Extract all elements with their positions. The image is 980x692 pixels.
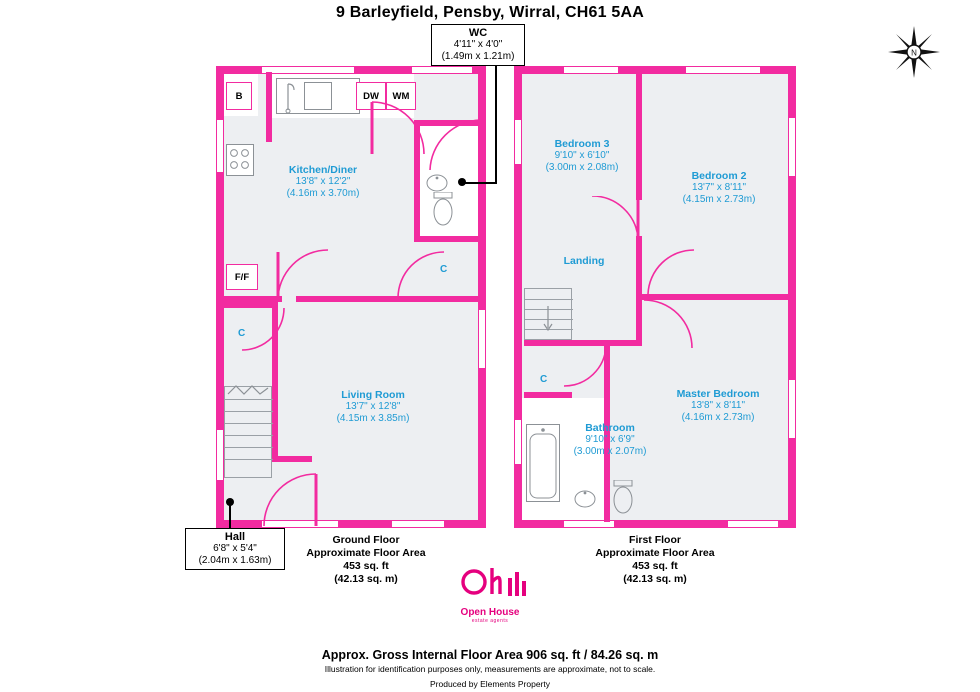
stairs-down-arrow-icon [540,306,556,334]
door-bathroom [560,344,608,388]
appliance-dishwasher-label: DW [363,90,379,102]
living-room-label [282,389,464,425]
ground-floor-name: Ground Floor [332,534,400,546]
master-bedroom-name: Master Bedroom [676,388,760,400]
window-gap-f-top-1 [564,67,618,73]
window-gap-f-left-2 [515,420,521,464]
ground-staircase [224,386,272,478]
svg-text:N: N [911,48,917,58]
ground-floor-footer [256,534,476,586]
window-gap-f-left-1 [515,120,521,164]
door-kitchen [276,248,332,302]
wc-metric: (1.49m x 1.21m) [441,51,515,62]
ground-floor-area-sqm: (42.13 sq. m) [334,573,398,585]
window-gap-left-2 [217,430,223,480]
first-floor-area-sqm: (42.13 sq. m) [623,573,687,585]
bathroom-toilet-icon [610,480,636,522]
first-floor-cupboard-label: C [540,374,548,385]
bedroom2-label [656,170,782,206]
master-bedroom-imperial: 13'8" x 8'11" [690,400,746,411]
window-gap-f-right-2 [789,380,795,438]
living-room-imperial: 13'7" x 12'8" [345,401,401,412]
wc-callout-line-v [495,58,497,184]
kitchen-diner-label [230,164,416,200]
bathroom-basin-icon [572,488,598,510]
bedroom3-metric: (3.00m x 2.08m) [545,162,619,173]
wc-name: WC [468,27,488,39]
wc-toilet-icon [430,192,456,234]
window-gap-bottom-2 [392,521,444,527]
wall-bed3-right [636,72,642,200]
bedroom2-name: Bedroom 2 [691,170,747,182]
bathroom-name: Bathroom [585,422,635,434]
wc-callout-line-h [462,182,497,184]
bathroom-metric: (3.00m x 2.07m) [573,446,647,457]
window-gap-top-1 [262,67,354,73]
window-gap-top-2 [412,67,472,73]
master-bedroom-metric: (4.16m x 2.73m) [681,412,755,423]
wc-imperial: 4'11" x 4'0" [453,39,503,50]
kitchen-sink [304,82,332,110]
window-gap-right-1 [479,310,485,368]
gross-area-text: Approx. Gross Internal Floor Area 906 sq. ft / 84.26 sq. m [321,648,659,662]
first-floor-area-sqft: 453 sq. ft [632,560,678,572]
wc-basin-icon [424,172,450,194]
kitchen-tap-icon [282,80,304,114]
door-wc [370,100,430,160]
door-bedroom3 [588,196,640,240]
hall-name: Hall [224,531,246,543]
bedroom2-imperial: 13'7" x 8'11" [691,182,747,193]
window-gap-f-top-2 [686,67,760,73]
landing-name: Landing [563,255,605,267]
bathroom-label [548,422,672,458]
door-master-bedroom [642,298,698,350]
bedroom3-name: Bedroom 3 [554,138,610,150]
appliance-fridge-freezer [226,264,258,290]
bedroom3-imperial: 9'10" x 6'10" [554,150,610,161]
bedroom2-metric: (4.15m x 2.73m) [682,194,756,205]
first-floor-plan [500,0,980,600]
door-front-entry [258,470,322,528]
window-gap-f-bottom-2 [728,521,778,527]
bathroom-imperial: 9'10" x 6'9" [585,434,635,445]
first-floor-name: First Floor [629,534,681,546]
first-floor-area-line: Approximate Floor Area [595,547,715,559]
open-house-brand: Open House [460,607,520,618]
kitchen-diner-imperial: 13'8" x 12'2" [295,176,351,187]
wall-wc-bottom [414,236,480,242]
door-bedroom2 [646,248,698,296]
master-bedroom-label [652,388,784,424]
open-house-sub: estate agents [471,618,509,624]
kitchen-diner-metric: (4.16m x 3.70m) [286,188,360,199]
disclaimer-text: Illustration for identification purposes only, measurements are approximate, not to scale. [324,664,656,674]
first-floor-footer [545,534,765,586]
living-room-name: Living Room [341,389,405,401]
open-house-logo-mark [448,566,532,600]
door-hall-cupboard [396,250,448,300]
ground-floor-area-line: Approximate Floor Area [306,547,426,559]
wall-ground-bottom [216,520,486,528]
landing-label [530,255,638,267]
footer-block [0,648,980,689]
wall-hall-bottom-stub [272,456,312,462]
cupboard-label-hall: C [440,264,448,275]
living-room-metric: (4.15m x 3.85m) [336,413,410,424]
appliance-boiler [226,82,252,110]
kitchen-diner-name: Kitchen/Diner [288,164,358,176]
bedroom3-label [526,138,638,174]
stairs-direction-icon [226,382,272,398]
hall-imperial: 6'8" x 5'4" [213,543,257,554]
door-wc-entry [424,118,482,174]
page-title: 9 Barleyfield, Pensby, Wirral, CH61 5AA [336,4,644,21]
hall-metric: (2.04m x 1.63m) [198,555,272,566]
appliance-boiler-label: B [235,90,243,102]
window-gap-left-1 [217,120,223,172]
window-gap-f-right-1 [789,118,795,176]
open-house-logo [448,566,532,624]
ground-floor-area-sqft: 453 sq. ft [343,560,389,572]
ground-floor-plan [0,0,520,585]
producer-text: Produced by Elements Property [429,679,550,689]
appliance-washing-machine-label: WM [392,90,410,102]
cupboard-label-living: C [238,328,246,339]
appliance-fridge-freezer-label: F/F [234,271,250,283]
door-living-cupboard [240,306,286,354]
